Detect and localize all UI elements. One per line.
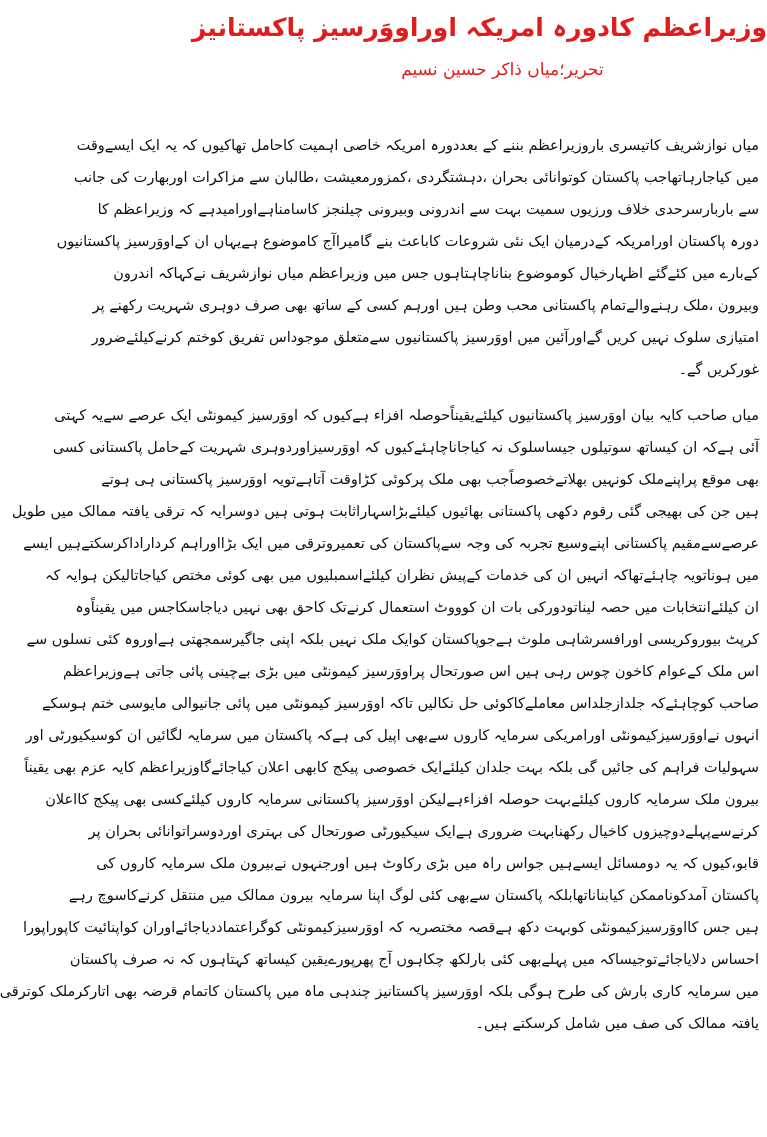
article-title: وزیراعظم کادورہ امریکہ اوراووَرسیز پاکستانیز xyxy=(191,13,767,42)
text-line: بھی موقع پراپنےملک کونہیں بھلاتےخصوصاًجب بھی ملک پرکوئی کڑاوقت آتاہےتویہ اووَرسیز پاکستانی ہی ہوتے xyxy=(101,472,759,488)
text-line: یافتہ ممالک کی صف میں شامل کرسکتے ہیں۔ xyxy=(475,1016,759,1032)
text-line: کرپٹ بیوروکریسی اورافسرشاہی ملوث ہےجوپاکستان کوایک ملک نہیں بلکہ اپنی جاگیرسمجھتی ہےاوروہ کئی نسلوں سے xyxy=(26,632,759,648)
text-line: سہولیات فراہم کی جائیں گی بلکہ بہت جلدان کیلئےایک خصوصی پیکج کابھی اعلان کیاجائےگاوزیراعظم کایہ عزم بھی یقیناً xyxy=(24,760,759,776)
text-line: ہیں جس کااووَرسیزکیمونٹی کوبہت دکھ ہےقصہ مختصریہ کہ اووَرسیزکیمونٹی کوگراعتماددیاجائےاوران کواپنائیت کاپوراپورا xyxy=(23,920,759,936)
text-line: وبیرون ،ملک رہنےوالےتمام پاکستانی محب وطن ہیں اورہم کسی کے ساتھ بھی صرف دوہری شہریت رکھنے پر xyxy=(92,298,759,314)
text-line: بیرون ملک سرمایہ کاروں کیلئےبہت حوصلہ افزاءہےلیکن اووَرسیز پاکستانی سرمایہ کاروں کیلئےکسی بھی پیکج کااعلان xyxy=(45,792,759,808)
paragraph-1 xyxy=(56,130,759,386)
text-line: قابو،کیوں کہ یہ دومسائل ایسےہیں جواس راہ میں بڑی رکاوٹ ہیں اورجنہوں نےبیرون ملک سرمایہ کاروں کی xyxy=(96,856,759,872)
text-line: امتیازی سلوک نہیں کریں گےاورآئین میں اووَرسیز پاکستانیوں سےمتعلق موجوداس تفریق کوختم کرنےکیلئےضرور xyxy=(91,330,759,346)
text-line: انہوں نےاووَرسیزکیمونٹی اورامریکی سرمایہ کاروں سےبھی اپیل کی ہےکہ پاکستان میں سرمایہ لگائیں ان کوسیکیورٹی اور xyxy=(25,728,759,744)
text-line: عرصےسےمقیم پاکستانی اپنےوسیع تجربہ کی وجہ سےپاکستان کی تعمیروترقی میں ایک بڑااوراہم کرداراداکرسکتےہیں ایسے xyxy=(23,536,759,552)
text-line: کےبارے میں کئےگئے اظہارخیال کوموضوع بناناچاہتاہوں جس میں وزیراعظم میاں نوازشریف نےکہاکہ اندرون xyxy=(113,266,759,282)
text-line: میاں نوازشریف کاتیسری باروزیراعظم بننے کے بعددورہ امریکہ خاصی اہمیت کاحامل تھاکیوں کہ یہ ایک ایسےوقت xyxy=(76,138,759,154)
text-line: میاں صاحب کایہ بیان اووَرسیز پاکستانیوں کیلئےیقیناًحوصلہ افزاء ہےکیوں کہ اووَرسیز کیمونٹی ایک عرصے سےیہ کہتی xyxy=(54,408,759,424)
text-line: سے باربارسرحدی خلاف ورزیوں سمیت بہت سے اندرونی وبیرونی چیلنجز کاسامناہےاورامیدہے کہ وزیراعظم کا xyxy=(97,202,759,218)
text-line: ہیں جن کی بھیجی گئی رقوم دکھی پاکستانی بھائیوں کیلئےبڑاسہاراثابت ہوتی ہیں دوسرایہ کہ ترقی یافتہ ممالک میں طویل xyxy=(11,504,759,520)
author-byline: تحریر؛میاں ذاکر حسین نسیم xyxy=(401,60,604,80)
text-line: آئی ہےکہ ان کیساتھ سوتیلوں جیساسلوک نہ کیاجاناچاہئےکیوں کہ اووَرسیزاوردوہری شہریت کےحامل پاکستانی کسی xyxy=(52,440,759,456)
text-line: کرنےسےپہلےدوچیزوں کاخیال رکھنابہت ضروری ہےایک سیکیورٹی صورتحال کی بہتری اوردوسراتوانائی بحران پر xyxy=(88,824,759,840)
text-line: میں ہوناتویہ چاہئےتھاکہ انہیں ان کی خدمات کےپیش نظران کیلئےاسمبلیوں میں بھی کوئی مختص کیاجاتالیکن ہوایہ کہ xyxy=(45,568,759,584)
text-line: میں سرمایہ کاری بارش کی طرح ہوگی بلکہ اووَرسیز پاکستانیز چندہی ماہ میں پاکستان کاتمام قرضہ بھی اتارکرملک کوترقی xyxy=(0,984,759,1000)
text-line: صاحب کوچاہئےکہ جلدازجلداس معاملےکاکوئی حل نکالیں تاکہ اووَرسیز کیمونٹی میں پائی جانیوالی مایوسی ختم ہوسکے xyxy=(41,696,759,712)
text-line: غورکریں گے۔ xyxy=(678,362,759,378)
text-line: احساس دلایاجائےتوجیساکہ میں پہلےبھی کئی بارلکھ چکاہوں آج پھرپورےیقین کیساتھ کہتاہوں کہ نہ صرف پاکستان xyxy=(69,952,759,968)
paragraph-2 xyxy=(0,400,759,1040)
text-line: اس ملک کےعوام کاخون چوس رہی ہیں اس صورتحال پراووَرسیز کیمونٹی میں بڑی بےچینی پائی جاتی ہےوزیراعظم xyxy=(63,664,759,680)
article-body xyxy=(0,130,759,1040)
text-line: پاکستان آمدکوناممکن کیابناناتھابلکہ پاکستان سےبھی کئی لوگ اپنا سرمایہ بیرون ممالک میں منتقل کرنےکاسوچ رہے xyxy=(68,888,759,904)
text-line: ان کیلئےانتخابات میں حصہ لیناتودورکی بات ان کوووٹ استعمال کرنےتک کاحق بھی نہیں دیاجاسکاجس میں یقیناًوہ xyxy=(75,600,759,616)
text-line: دورہ پاکستان اورامریکہ کےدرمیان ایک نئی شروعات کاباعث بنے گامیراآج کاموضوع ہےیہاں ان کےاووَرسیز پاکستانیوں xyxy=(56,234,759,250)
text-line: میں کیاجارہاتھاجب پاکستان کوتوانائی بحران ،دہشتگردی ،کمزورمعیشت ،طالبان سے مزاکرات اوربھارت کی جانب xyxy=(73,170,759,186)
